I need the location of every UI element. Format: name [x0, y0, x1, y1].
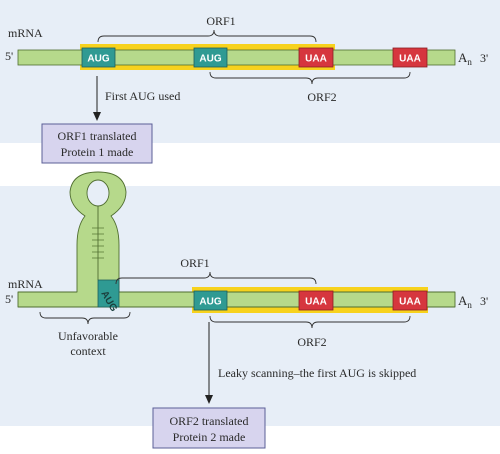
bottom-orf1-label: ORF1 — [180, 256, 210, 270]
top-codon-aug-1-label: AUG — [87, 53, 110, 65]
bottom-three-prime-label: 3' — [480, 294, 489, 308]
bottom-five-prime-label: 5' — [5, 292, 14, 306]
bottom-mrna-label: mRNA — [8, 277, 43, 291]
top-result-line2: Protein 1 made — [60, 145, 134, 159]
bottom-context-line2: context — [70, 344, 106, 358]
top-panel-background — [0, 0, 500, 143]
bottom-hairpin-loop — [87, 180, 109, 206]
top-five-prime-label: 5' — [5, 49, 14, 63]
top-poly-a-label: $A_n$ — [458, 50, 472, 67]
bottom-orf2-label: ORF2 — [297, 335, 327, 349]
top-result-line1: ORF1 translated — [57, 129, 137, 143]
top-arrow-text: First AUG used — [105, 89, 181, 103]
top-orf1-label: ORF1 — [206, 14, 236, 28]
bottom-arrow-text: Leaky scanning–the first AUG is skipped — [218, 366, 417, 380]
top-codon-aug-2-label: AUG — [199, 53, 222, 65]
bottom-result-line2: Protein 2 made — [172, 430, 246, 444]
bottom-codon-aug-label: AUG — [199, 296, 222, 308]
bottom-result-line1: ORF2 translated — [169, 414, 249, 428]
top-codon-uaa-1-label: UAA — [305, 53, 327, 65]
bottom-poly-a-label: $A_n$ — [458, 293, 472, 310]
bottom-codon-uaa-2-label: UAA — [399, 296, 421, 308]
bottom-context-line1: Unfavorable — [58, 329, 118, 343]
bottom-hairpin-aug-label: AUG — [98, 289, 120, 314]
top-orf2-label: ORF2 — [307, 90, 337, 104]
top-codon-uaa-2-label: UAA — [399, 53, 421, 65]
top-three-prime-label: 3' — [480, 51, 489, 65]
bottom-codon-uaa-1-label: UAA — [305, 296, 327, 308]
top-mrna-label: mRNA — [8, 26, 43, 40]
